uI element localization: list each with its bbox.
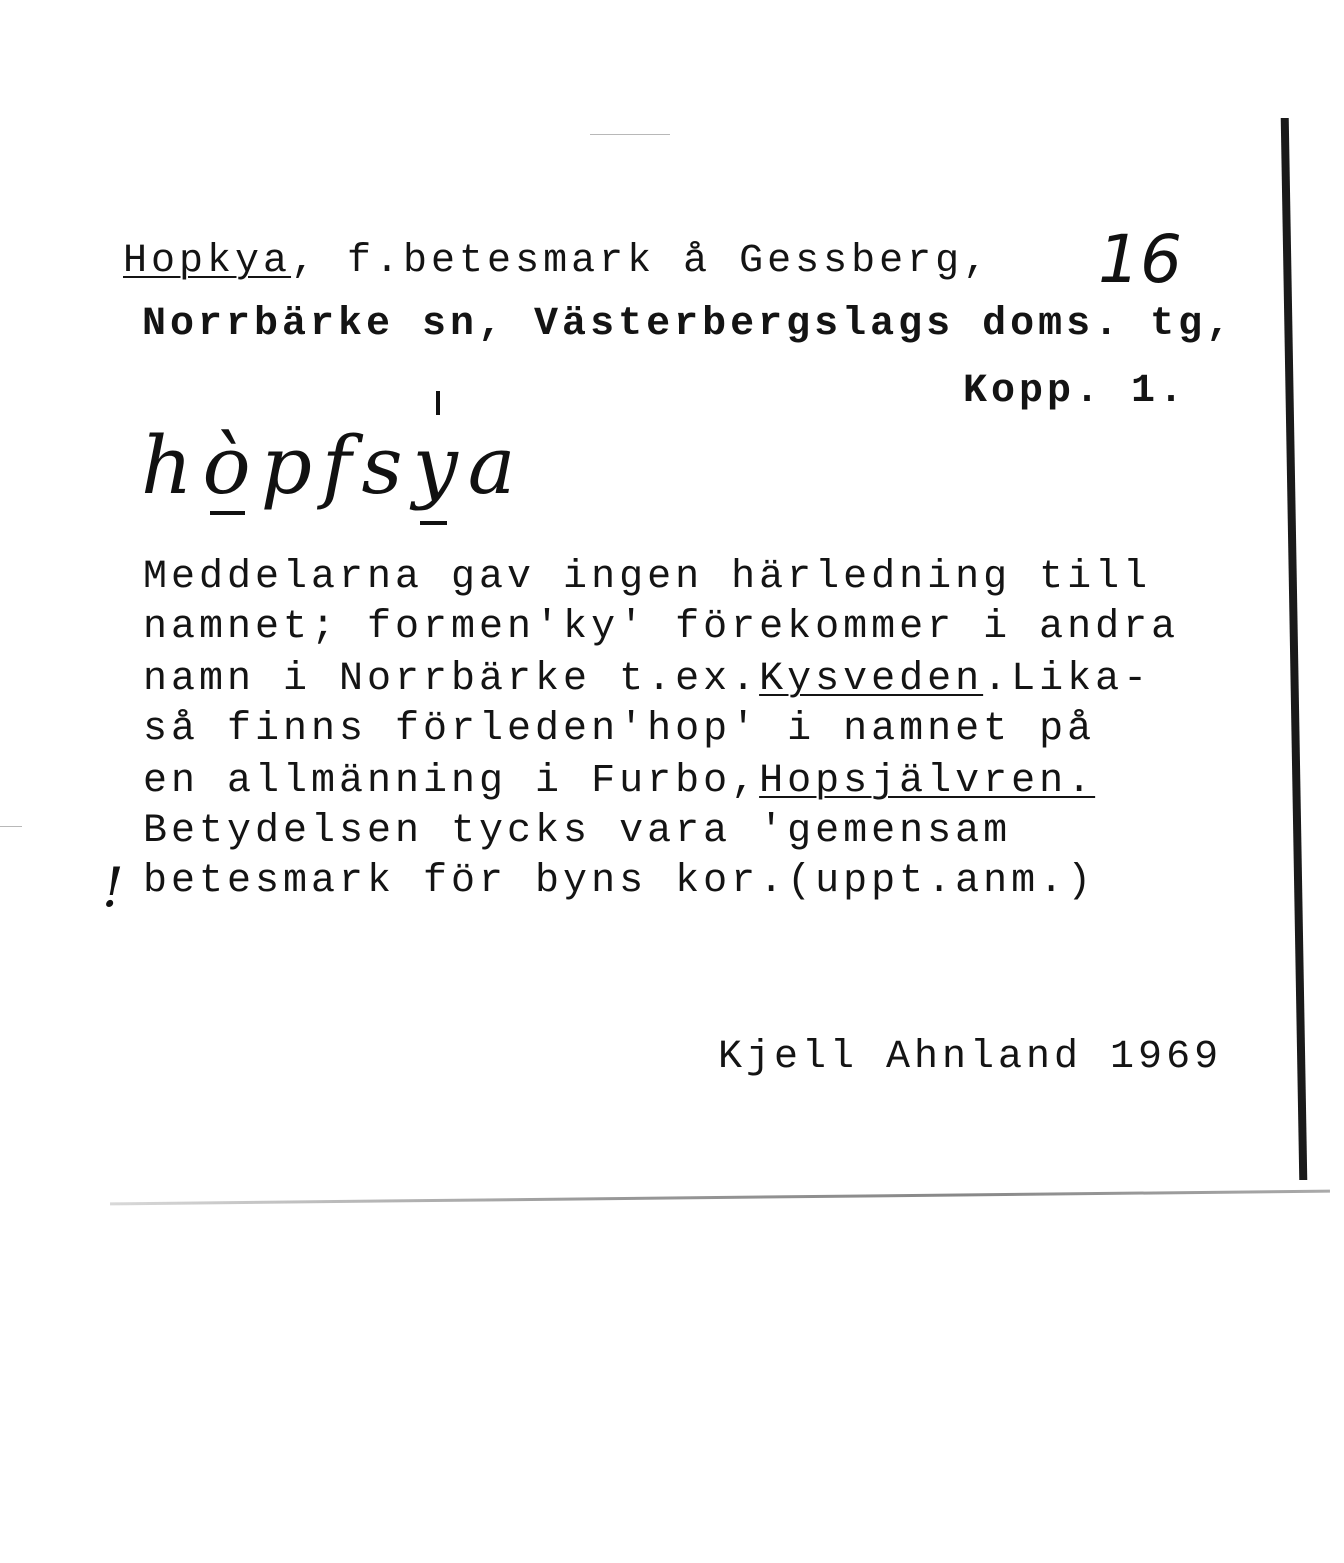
body-line-4: så finns förleden'hop' i namnet på <box>143 707 1096 752</box>
margin-exclamation-mark <box>100 850 124 930</box>
heading-line-1 <box>123 239 992 284</box>
heading-line-3: Kopp. 1. <box>963 369 1188 414</box>
body-line-3-before: namn i Norrbärke t.ex. <box>143 657 760 702</box>
body-line-2: namnet; formen'ky' förekommer i andra <box>143 605 1180 650</box>
heading-line-2: Norrbärke sn, Västerbergslags doms. tg, <box>142 302 1235 347</box>
body-line-5-before: en allmänning i Furbo, <box>143 759 760 804</box>
body-line-3 <box>143 657 1152 702</box>
place-name-kysveden: Kysveden <box>759 657 984 702</box>
scan-speck <box>590 134 670 135</box>
card-edge-right <box>1281 118 1308 1180</box>
place-name-hopsjalvren: Hopsjälvren. <box>759 759 1096 804</box>
scan-speck <box>0 826 22 827</box>
body-line-3-after: .Lika- <box>983 657 1152 702</box>
card-number-text: 16 <box>1098 222 1182 292</box>
phonetic-transcription <box>135 385 525 535</box>
headword: Hopkya <box>123 239 292 284</box>
heading-line-1-rest: , f.betesmark å Gessberg, <box>291 239 992 284</box>
body-line-1: Meddelarna gav ingen härledning till <box>143 555 1152 600</box>
card-edge-bottom <box>110 1190 1330 1206</box>
body-line-5 <box>143 759 1096 804</box>
body-line-7: betesmark för byns kor.(uppt.anm.) <box>143 859 1096 904</box>
margin-mark-text: ! <box>102 856 124 919</box>
body-line-6: Betydelsen tycks vara 'gemensam <box>143 809 1012 854</box>
card-number <box>1098 222 1198 292</box>
phonetic-text: hòpfsya <box>141 419 525 512</box>
signature: Kjell Ahnland 1969 <box>718 1035 1223 1080</box>
